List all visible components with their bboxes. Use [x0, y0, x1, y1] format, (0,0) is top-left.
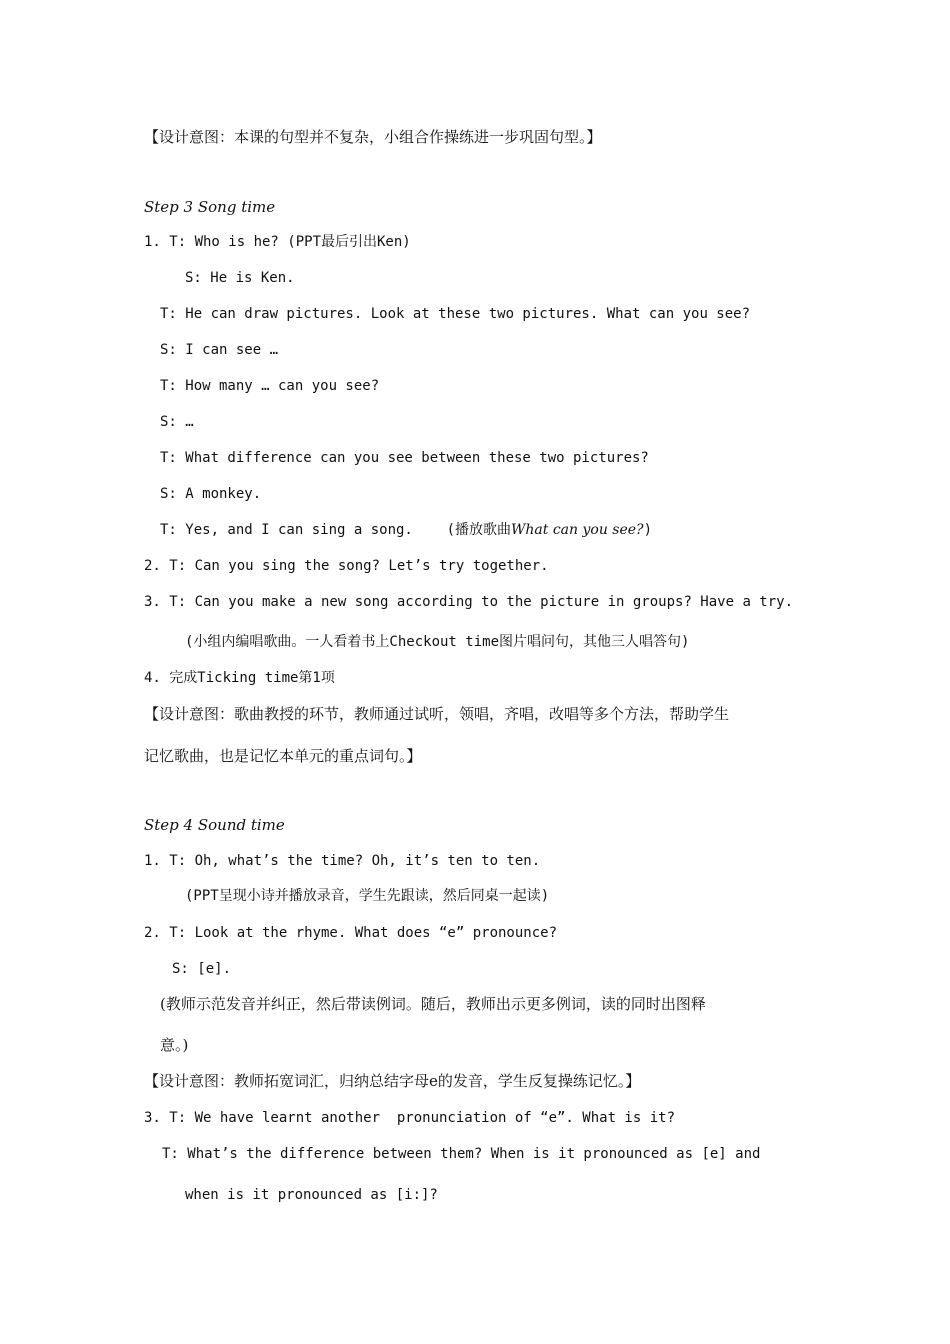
design-note: 【设计意图：教师拓宽词汇，归纳总结字母e的发音，学生反复操练记忆。】 — [144, 1072, 641, 1090]
dialogue-line: 2. T: Look at the rhyme. What does “e” pronounce? — [144, 925, 558, 941]
design-note: 【设计意图：歌曲教授的环节，教师通过试听，领唱，齐唱，改唱等多个方法，帮助学生 — [144, 705, 730, 723]
dialogue-line: 2. T: Can you sing the song? Let’s try together. — [144, 558, 549, 574]
dialogue-line: T: How many … can you see? — [160, 378, 380, 394]
paren-close: ) — [643, 522, 653, 538]
dialogue-line: when is it pronounced as [i:]? — [185, 1187, 438, 1203]
dialogue-line: S: He is Ken. — [185, 270, 295, 286]
instruction-line: 意。) — [160, 1036, 189, 1054]
dialogue-line: S: A monkey. — [160, 486, 262, 502]
dialogue-line: S: I can see … — [160, 342, 279, 358]
instruction-line: (教师示范发音并纠正，然后带读例词。随后，教师出示更多例词，读的同时出图释 — [160, 995, 706, 1013]
design-note: 记忆歌曲，也是记忆本单元的重点词句。】 — [144, 747, 422, 765]
instruction-line: 4. 完成Ticking time第1项 — [144, 670, 335, 686]
dialogue-line: T: What’s the difference between them? When is it pronounced as [e] and — [162, 1146, 761, 1162]
dialogue-line: 3. T: We have learnt another pronunciation of “e”. What is it? — [144, 1110, 676, 1126]
dialogue-line — [160, 520, 652, 540]
dialogue-line: T: What difference can you see between these two pictures? — [160, 450, 649, 466]
step-heading: Step 3 Song time — [144, 198, 276, 216]
dialogue-line: S: [e]. — [172, 961, 232, 977]
dialogue-line: S: … — [160, 414, 194, 430]
dialogue-line: 3. T: Can you make a new song according to the picture in groups? Have a try. — [144, 594, 794, 610]
instruction-line: (PPT呈现小诗并播放录音，学生先跟读，然后同桌一起读) — [185, 888, 550, 904]
design-note: 【设计意图：本课的句型并不复杂，小组合作操练进一步巩固句型。】 — [144, 128, 602, 146]
dialogue-line: 1. T: Oh, what’s the time? Oh, it’s ten to ten. — [144, 853, 541, 869]
step-heading: Step 4 Sound time — [144, 816, 285, 834]
dialogue-line: T: He can draw pictures. Look at these two pictures. What can you see? — [160, 306, 751, 322]
dialogue-line: 1. T: Who is he? (PPT最后引出Ken) — [144, 234, 411, 250]
instruction-line: (小组内编唱歌曲。一人看着书上Checkout time图片唱问句，其他三人唱答句) — [185, 634, 690, 650]
song-title: What can you see? — [511, 522, 644, 538]
dialogue-text: T: Yes, and I can sing a song. (播放歌曲 — [160, 522, 512, 538]
